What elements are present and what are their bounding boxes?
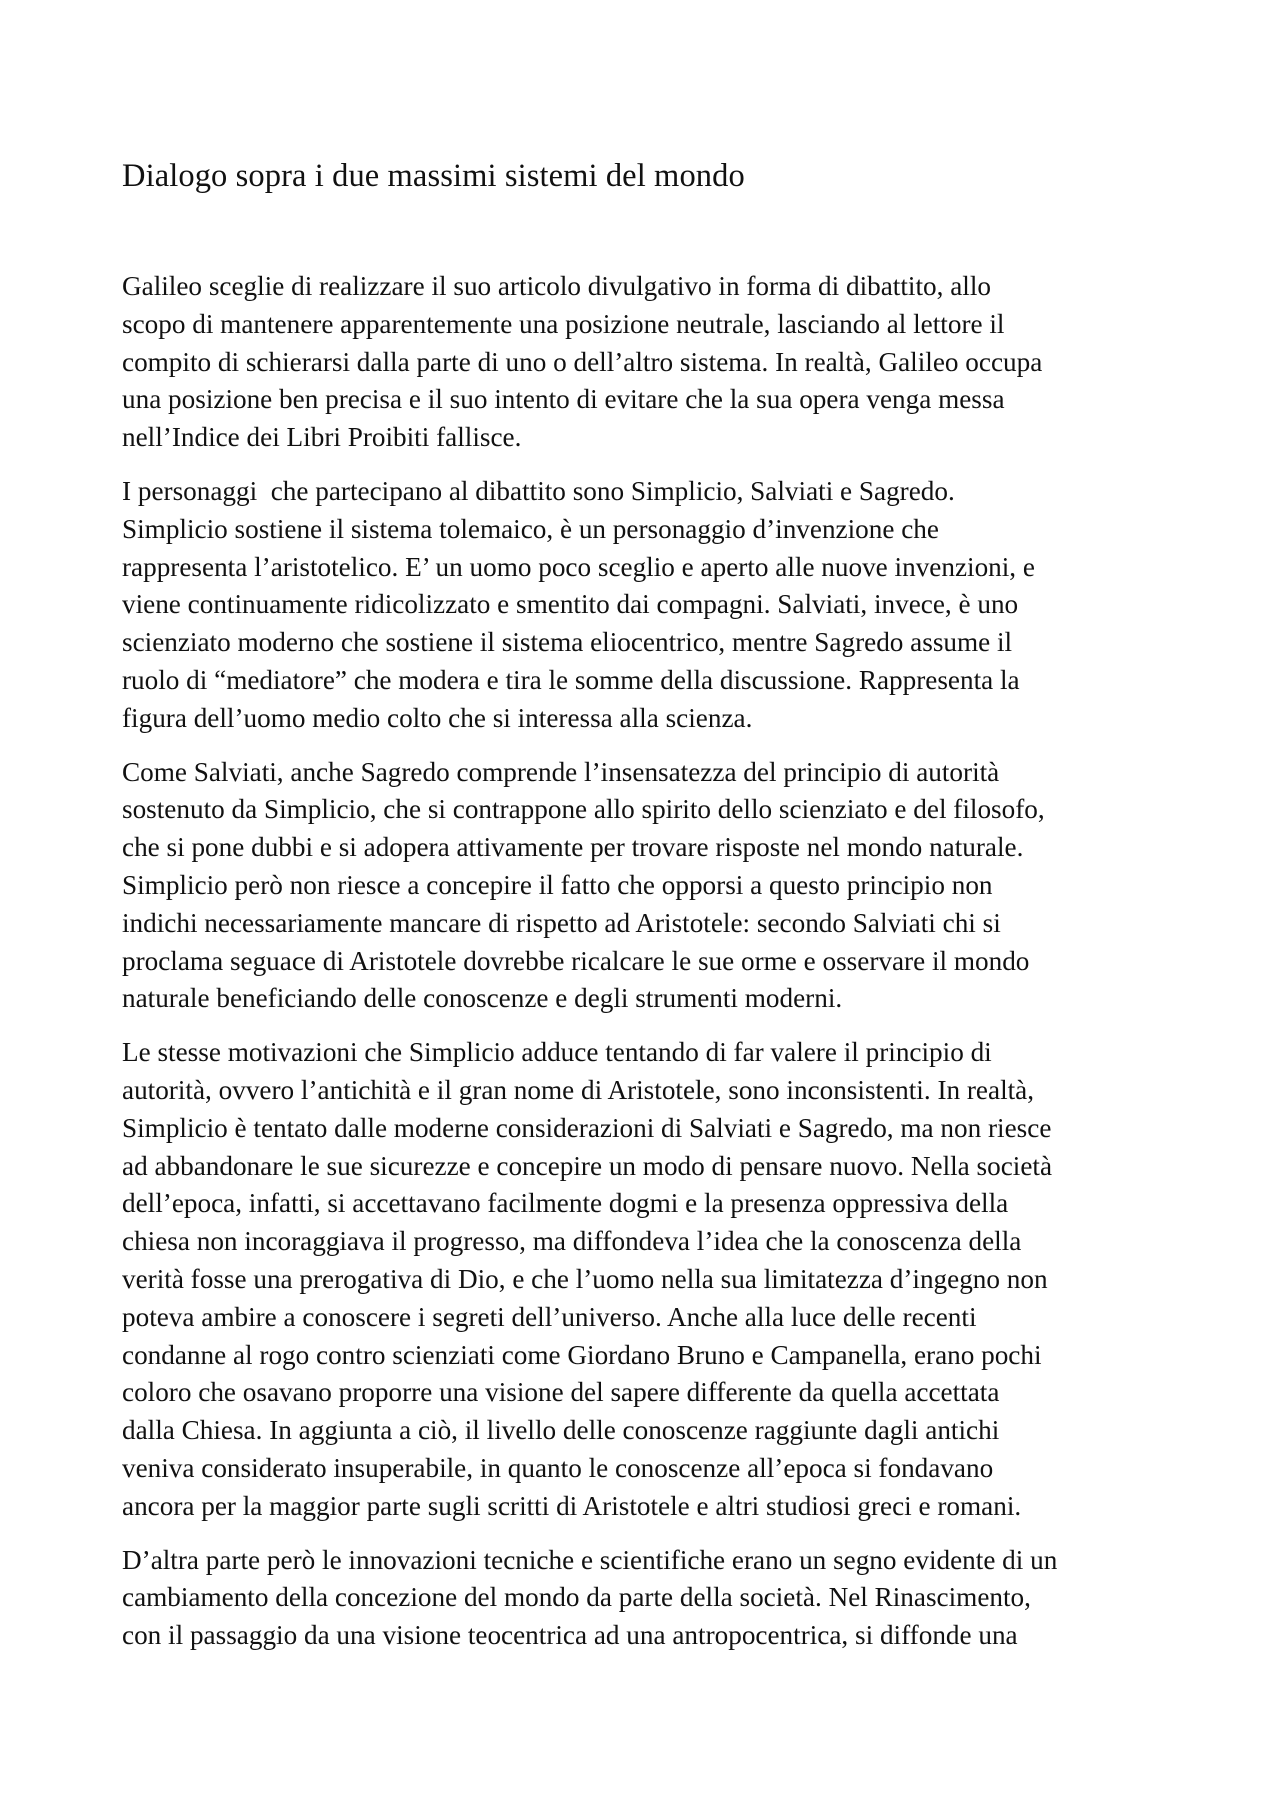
paragraph-line: Simplicio è tentato dalle moderne considerazioni di Salviati e Sagredo, ma non riesce <box>122 1112 1052 1143</box>
paragraph-line: poteva ambire a conoscere i segreti dell’universo. Anche alla luce delle recenti <box>122 1301 977 1332</box>
paragraph <box>122 268 1172 457</box>
paragraph-line: ruolo di “mediatore” che modera e tira le somme della discussione. Rappresenta la <box>122 664 1020 695</box>
paragraph-line: veniva considerato insuperabile, in quanto le conoscenze all’epoca si fondavano <box>122 1452 994 1483</box>
paragraph-line: figura dell’uomo medio colto che si interessa alla scienza. <box>122 702 753 733</box>
paragraph-line: Galileo sceglie di realizzare il suo articolo divulgativo in forma di dibattito, allo <box>122 271 991 301</box>
paragraph-line: condanne al rogo contro scienziati come Giordano Bruno e Campanella, erano pochi <box>122 1339 1042 1370</box>
paragraph-line: che si pone dubbi e si adopera attivamente per trovare risposte nel mondo naturale. <box>122 832 1024 863</box>
paragraph-line: ad abbandonare le sue sicurezze e concepire un modo di pensare nuovo. Nella società <box>122 1150 1053 1181</box>
paragraph <box>122 1542 1172 1655</box>
paragraph-line: una posizione ben precisa e il suo intento di evitare che la sua opera venga messa <box>122 384 1005 415</box>
paragraph-line: autorità, ovvero l’antichità e il gran nome di Aristotele, sono inconsistenti. In realtà, <box>122 1074 1035 1105</box>
paragraph-line: scienziato moderno che sostiene il sistema eliocentrico, mentre Sagredo assume il <box>122 627 1013 658</box>
paragraph-line: ancora per la maggior parte sugli scritti di Aristotele e altri studiosi greci e romani. <box>122 1490 1022 1521</box>
paragraph-line: Simplicio però non riesce a concepire il fatto che opporsi a questo principio non <box>122 869 993 900</box>
paragraph <box>122 1034 1172 1525</box>
paragraph-line: D’altra parte però le innovazioni tecniche e scientifiche erano un segno evidente di un <box>122 1544 1058 1575</box>
paragraph-line: dell’epoca, infatti, si accettavano facilmente dogmi e la presenza oppressiva della <box>122 1188 1009 1219</box>
paragraph-line: con il passaggio da una visione teocentrica ad una antropocentrica, si diffonde una <box>122 1620 1018 1651</box>
paragraph <box>122 473 1172 738</box>
paragraph-line: viene continuamente ridicolizzato e smentito dai compagni. Salviati, invece, è uno <box>122 589 1019 620</box>
paragraph-line: Come Salviati, anche Sagredo comprende l’insensatezza del principio di autorità <box>122 756 1000 787</box>
paragraph-line: cambiamento della concezione del mondo da parte della società. Nel Rinascimento, <box>122 1582 1031 1613</box>
paragraph-line: sostenuto da Simplicio, che si contrappone allo spirito dello scienziato e del filosofo, <box>122 794 1045 825</box>
paragraph-line: nell’Indice dei Libri Proibiti fallisce. <box>122 422 522 453</box>
paragraph-line: rappresenta l’aristotelico. E’ un uomo poco sceglio e aperto alle nuove invenzioni, e <box>122 551 1035 582</box>
paragraph-line: chiesa non incoraggiava il progresso, ma diffondeva l’idea che la conoscenza della <box>122 1226 1022 1257</box>
paragraph-line: compito di schierarsi dalla parte di uno o dell’altro sistema. In realtà, Galileo occupa <box>122 346 1043 377</box>
paragraph <box>122 754 1172 1019</box>
paragraph-line: Le stesse motivazioni che Simplicio adduce tentando di far valere il principio di <box>122 1037 992 1068</box>
paragraph-line: indichi necessariamente mancare di rispetto ad Aristotele: secondo Salviati chi si <box>122 907 1001 938</box>
paragraph-line: naturale beneficiando delle conoscenze e degli strumenti moderni. <box>122 983 843 1014</box>
paragraph-line: coloro che osavano proporre una visione del sapere differente da quella accettata <box>122 1377 1000 1408</box>
paragraph-line: proclama seguace di Aristotele dovrebbe ricalcare le sue orme e osservare il mondo <box>122 945 1030 976</box>
paragraph-line: dalla Chiesa. In aggiunta a ciò, il livello delle conoscenze raggiunte dagli antichi <box>122 1415 1000 1446</box>
paragraph-line: Simplicio sostiene il sistema tolemaico, è un personaggio d’invenzione che <box>122 513 939 544</box>
paragraph-line: I personaggi che partecipano al dibattito sono Simplicio, Salviati e Sagredo. <box>122 475 955 506</box>
paragraph-line: verità fosse una prerogativa di Dio, e che l’uomo nella sua limitatezza d’ingegno non <box>122 1263 1048 1294</box>
document-title: Dialogo sopra i due massimi sistemi del mondo <box>122 158 745 194</box>
document-body <box>122 268 1172 1671</box>
paragraph-line: scopo di mantenere apparentemente una posizione neutrale, lasciando al lettore il <box>122 308 1005 339</box>
